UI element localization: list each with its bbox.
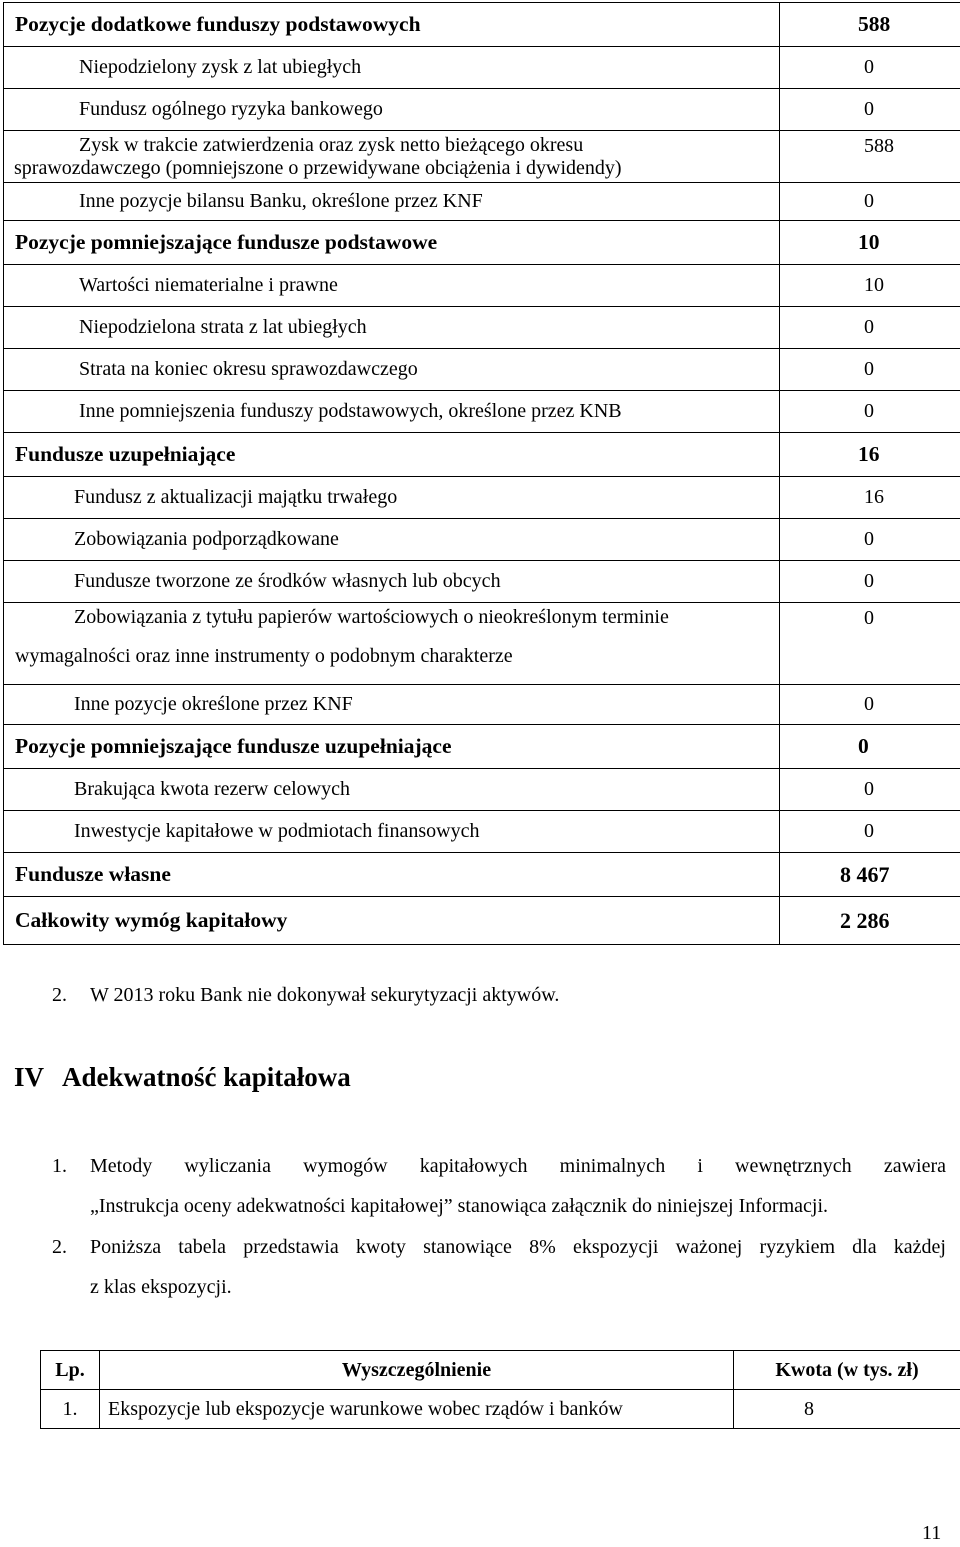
table-row (4, 349, 960, 391)
row-value: 0 (780, 769, 960, 811)
row-label: Zobowiązania podporządkowane (4, 519, 780, 561)
table-row (41, 1390, 960, 1429)
row-value: 0 (780, 519, 960, 561)
row-value: 0 (780, 307, 960, 349)
list-number: 2. (52, 1236, 67, 1258)
row-label: Niepodzielona strata z lat ubiegłych (4, 307, 780, 349)
list-line: Metody wyliczania wymogów kapitałowych minimalnych i wewnętrznych zawiera (90, 1155, 946, 1177)
table-header-row (41, 1351, 960, 1390)
table-row (4, 725, 960, 769)
table-row (4, 221, 960, 265)
table-row (4, 307, 960, 349)
row-label-line: Zysk w trakcie zatwierdzenia oraz zysk netto bieżącego okresu (79, 133, 584, 156)
column-header: Wyszczególnienie (100, 1351, 734, 1390)
table-row (4, 3, 960, 47)
row-value: 0 (780, 349, 960, 391)
row-label: Pozycje dodatkowe funduszy podstawowych (4, 3, 780, 47)
column-header: Lp. (41, 1351, 100, 1390)
row-label: Inwestycje kapitałowe w podmiotach finansowych (4, 811, 780, 853)
table-row (4, 897, 960, 945)
row-label-line: sprawozdawczego (pomniejszone o przewidywane obciążenia i dywidendy) (14, 156, 622, 179)
row-label: Pozycje pomniejszające fundusze podstawowe (4, 221, 780, 265)
row-value: 0 (780, 685, 960, 725)
row-label: Niepodzielony zysk z lat ubiegłych (4, 47, 780, 89)
row-label: Brakująca kwota rezerw celowych (4, 769, 780, 811)
table-row (4, 561, 960, 603)
row-label: Fundusz ogólnego ryzyka bankowego (4, 89, 780, 131)
row-label: Pozycje pomniejszające fundusze uzupełniające (4, 725, 780, 769)
row-label: Inne pozycje określone przez KNF (4, 685, 780, 725)
table-row (4, 519, 960, 561)
row-label-line: Zobowiązania z tytułu papierów wartościowych o nieokreślonym terminie (74, 606, 669, 628)
section-number: IV (14, 1062, 45, 1092)
row-value: 16 (780, 433, 960, 477)
row-label: Fundusz z aktualizacji majątku trwałego (4, 477, 780, 519)
row-value: 0 (780, 811, 960, 853)
table-row (4, 603, 960, 685)
row-value: 0 (780, 603, 960, 685)
row-label-multiline (4, 131, 780, 183)
row-value: 10 (780, 221, 960, 265)
list-line: z klas ekspozycji. (90, 1276, 232, 1298)
row-label: Wartości niematerialne i prawne (4, 265, 780, 307)
row-value: 2 286 (780, 897, 960, 945)
row-label: Całkowity wymóg kapitałowy (4, 897, 780, 945)
list-line: „Instrukcja oceny adekwatności kapitałowej” stanowiąca załącznik do niniejszej Informacji. (90, 1195, 829, 1217)
table-row (4, 769, 960, 811)
table-row (4, 853, 960, 897)
row-value: 0 (780, 561, 960, 603)
row-label: Fundusze tworzone ze środków własnych lub obcych (4, 561, 780, 603)
table-row (4, 433, 960, 477)
row-label-line: wymagalności oraz inne instrumenty o podobnym charakterze (15, 645, 513, 667)
capital-table (3, 2, 960, 945)
row-value: 10 (780, 265, 960, 307)
table-row (4, 89, 960, 131)
page-number: 11 (922, 1522, 942, 1544)
table-row (4, 265, 960, 307)
table-row (4, 131, 960, 183)
list-number: 1. (52, 1155, 67, 1177)
row-value: 588 (780, 3, 960, 47)
row-value: 0 (780, 725, 960, 769)
row-value: 588 (780, 131, 960, 183)
row-label-multiline (4, 603, 780, 685)
row-label: Inne pomniejszenia funduszy podstawowych, określone przez KNB (4, 391, 780, 433)
table-row (4, 47, 960, 89)
row-value: 0 (780, 391, 960, 433)
row-value: 16 (780, 477, 960, 519)
item-number: 2. (52, 984, 67, 1006)
table-row (4, 477, 960, 519)
table-row (4, 811, 960, 853)
section-title: Adekwatność kapitałowa (62, 1062, 351, 1092)
exposure-table (40, 1350, 960, 1429)
row-value: 0 (780, 89, 960, 131)
table-row (4, 183, 960, 221)
row-value: 0 (780, 183, 960, 221)
table-row (4, 391, 960, 433)
row-label: Fundusze własne (4, 853, 780, 897)
column-header: Kwota (w tys. zł) (734, 1351, 960, 1390)
row-label: Inne pozycje bilansu Banku, określone przez KNF (4, 183, 780, 221)
row-label: Fundusze uzupełniające (4, 433, 780, 477)
list-line: Poniższa tabela przedstawia kwoty stanowiące 8% ekspozycji ważonej ryzykiem dla każdej (90, 1236, 946, 1258)
table-row (4, 685, 960, 725)
item-text: W 2013 roku Bank nie dokonywał sekurytyzacji aktywów. (90, 984, 560, 1006)
table-cell: 1. (41, 1390, 100, 1429)
row-value: 0 (780, 47, 960, 89)
row-value: 8 467 (780, 853, 960, 897)
table-cell: Ekspozycje lub ekspozycje warunkowe wobec rządów i banków (100, 1390, 734, 1429)
row-label: Strata na koniec okresu sprawozdawczego (4, 349, 780, 391)
table-cell: 8 (734, 1390, 960, 1429)
